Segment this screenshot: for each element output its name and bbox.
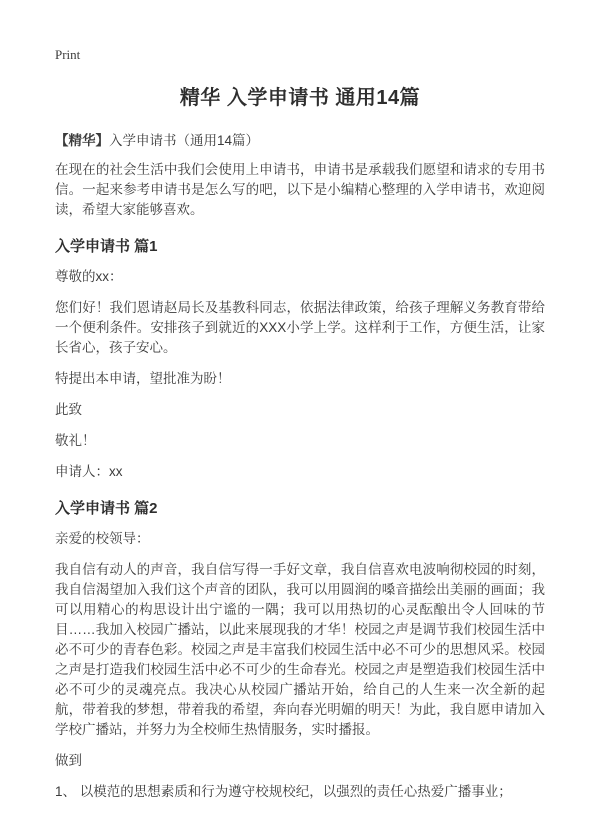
section-1-salutation: 尊敬的xx：: [55, 269, 123, 284]
section-2-body: 我自信有动人的声音，我自信写得一手好文章，我自信喜欢电波响彻校园的时刻，我自信渴望加入我们这个声音的团队，我可以用圆润的嗓音描绘出美丽的画面；我可以用精心的构思设计出宁谧的一隅；我可以用热切的心灵酝酿出令人回味的节目……我加入校园广播站，以此来展现我的才华！校园之声是调节我们校园生活中必不可少的青春色彩。校园之声是丰富我们校园生活中必不可少的思想风采。校园之声是打造我们校园生活中必不可少的生命春光。校园之声是塑造我们校园生活中必不可少的灵魂亮点。我决心从校园广播站开始，给自己的人生来一次全新的起航，带着我的梦想，带着我的希望，奔向春光明媚的明天！为此，我自愿申请加入学校广播站，并努力为全校师生热情服务，实时播报。: [55, 562, 545, 737]
intro-paragraph: 在现在的社会生活中我们会使用上申请书，申请书是承载我们愿望和请求的专用书信。一起来参考申请书是怎么写的吧，以下是小编精心整理的入学申请书，欢迎阅读，希望大家能够喜欢。: [55, 162, 545, 217]
section-1-request-line: 特提出本申请，望批准为盼！: [55, 371, 231, 386]
document-subtitle: [55, 129, 545, 149]
section-2-heading: 入学申请书 篇2: [55, 500, 158, 517]
subtitle-text: 入学申请书（通用14篇）: [109, 133, 260, 148]
section-1-closing-jingli: 敬礼！: [55, 433, 96, 448]
section-2-list-item-1: 1、 以模范的思想素质和行为遵守校规校纪，以强烈的责任心热爱广播事业；: [55, 784, 512, 799]
section-2-salutation: 亲爱的校领导：: [55, 531, 150, 546]
document-title: 精华 入学申请书 通用14篇: [179, 87, 421, 109]
section-2-lead-in: 做到: [55, 753, 82, 768]
subtitle-tag: 【精华】: [55, 133, 109, 148]
section-1-heading: 入学申请书 篇1: [55, 238, 158, 255]
section-1-signature: 申请人：xx: [55, 464, 123, 479]
print-link[interactable]: Print: [55, 47, 81, 62]
section-1-body: 您们好！我们恩请赵局长及基教科同志，依据法律政策，给孩子理解义务教育带给一个便利条件。安排孩子到就近的XXX小学上学。这样利于工作，方便生活，让家长省心，孩子安心。: [55, 300, 545, 355]
section-1-closing-cizhi: 此致: [55, 402, 82, 417]
